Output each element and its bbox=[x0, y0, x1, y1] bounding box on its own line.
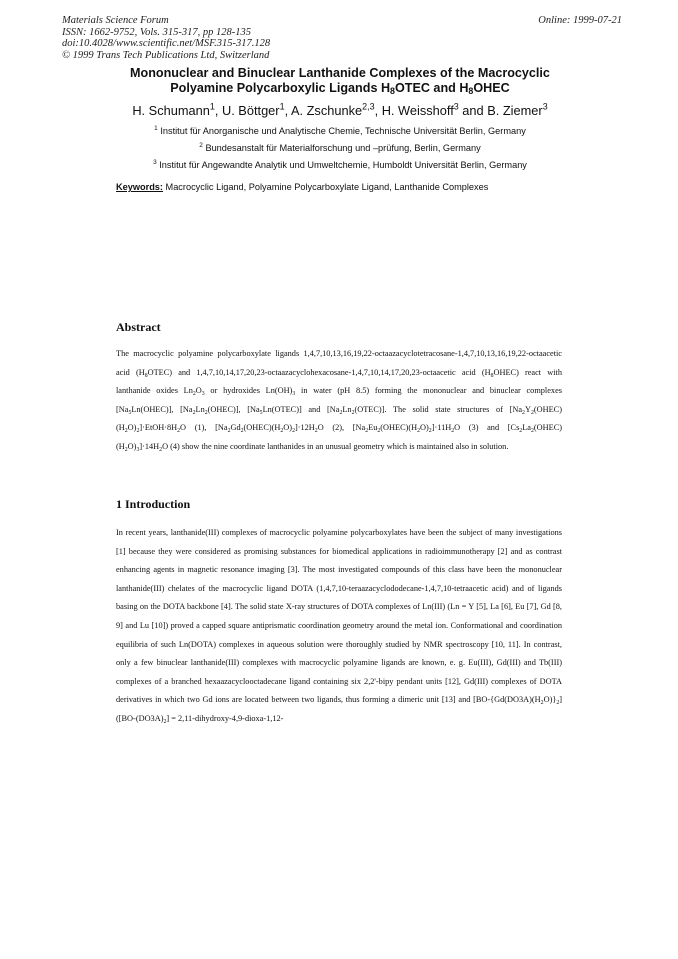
keywords-label: Keywords: bbox=[116, 182, 163, 192]
author: U. Böttger$^1$, bbox=[221, 101, 291, 118]
paper-title bbox=[60, 66, 620, 96]
title-line-2: Polyamine Polycarboxylic Ligands $H_8OTEC$ and $H_8OHEC$ bbox=[170, 81, 510, 96]
author: H. Schumann$^1$, bbox=[132, 101, 222, 118]
affiliation-3: $^3$ Institut für Angewandte Analytik und Umweltchemie, Humboldt Universität Berlin, Germany bbox=[153, 158, 527, 170]
abstract-heading: Abstract bbox=[116, 320, 161, 334]
affiliation-1: $^1$ Institut für Anorganische und Analytische Chemie, Technische Universität Berlin, Germany bbox=[154, 124, 526, 136]
journal-name: Materials Science Forum bbox=[62, 15, 169, 26]
online-date: Online: 1999-07-21 bbox=[538, 15, 622, 26]
author-list bbox=[60, 103, 620, 118]
abstract-paragraph: The macrocyclic polyamine polycarboxylate ligands 1,4,7,10,13,16,19,22-octaazacyclotetracosane-1,4,7,10,13,16,19,22-octaacetic acid $(H_8OTEC)$ and 1,4,7,10,14,17,20,23-octaazacyclohexacosane-1,4,7,10,14,17,20,23-octaacetic acid $(H_8OHEC)$ react with lanthanide oxides $Ln_2O_3$ or hydroxides $Ln(OH)_3$ in water (pH 8.5) forming the mononuclear and binuclear complexes $[Na_5Ln(OHEC)]$, $[Na_2Ln_2(OHEC)]$, $[Na_5Ln(OTEC)]$ and $[Na_2Ln_2(OTEC)]$. The solid state structures of $[Na_2Y_2(OHEC)(H_2O)_2]\cdot EtOH\cdot 8H_2O$ (1), $[Na_2Gd_2(OHEC)(H_2O)_2]\cdot 12H_2O$ (2), $[Na_2Eu_2(OHEC)(H_2O)_2]\cdot 11H_2O$ (3) and $[Cs_2La_2(OHEC)(H_2O)_3]\cdot 14H_2O$ (4) show the nine coordinate lanthanides in an unusual geometry which is maintained also in solution. bbox=[116, 349, 562, 453]
doi-line: doi:10.4028/www.scientific.net/MSF.315-317.128 bbox=[62, 38, 271, 49]
keywords bbox=[116, 182, 596, 192]
copyright-line: © 1999 Trans Tech Publications Ltd, Switzerland bbox=[62, 49, 270, 61]
author: A. Zschunke$^{2,3}$, bbox=[290, 101, 382, 118]
journal-header bbox=[62, 15, 622, 61]
author: B. Ziemer$^3$ bbox=[487, 101, 548, 118]
issn-line: ISSN: 1662-9752, Vols. 315-317, pp 128-135 bbox=[62, 26, 251, 38]
introduction-paragraph: In recent years, lanthanide(III) complexes of macrocyclic polyamine polycarboxylates have been the subject of many investigations [1] because they were considered as promising substances for biomedical applications in radioimmunotherapy [2] and as contrast enhancing agents in magnetic resonance imaging [3]. The most investigated compounds of this class have been the mononuclear lanthanide(III) chelates of the macrocyclic ligand DOTA (1,4,7,10-teraazacyclododecane-1,4,7,10-tetraacetic acid) and of ligands basing on the DOTA backbone [4]. The solid state X-ray structures of DOTA complexes of Ln(III) (Ln = Y [5], La [6], Eu [7], Gd [8, 9] and Lu [10]) proved a capped square antiprismatic coordination geometry around the metal ion. Conformational and coordination equilibria of such Ln(DOTA) complexes in aqueous solution were thoroughly studied by NMR spectroscopy [10, 11]. In contrast, only a few binuclear lanthanide(III) complexes with macrocyclic polyamine ligands are known, e. g. Eu(III), Gd(III) and Tb(III) complexes of a branched hexaazacyclooctadecane ligand containing six 2,2'-bipy pendant units [12], Gd(III) complexes of DOTA derivatives in which two Gd ions are located between two ligands, thus forming a dimeric unit [13] and $[BO-\{Gd(DO3A)(H_2O)\}_2] ([BO-(DO3A)_2]$ = 2,11-dihydroxy-4,9-dioxa-1,12- bbox=[116, 528, 562, 725]
title-line-1: Mononuclear and Binuclear Lanthanide Complexes of the Macrocyclic bbox=[130, 66, 550, 80]
introduction-text bbox=[116, 524, 562, 729]
keywords-text: Macrocyclic Ligand, Polyamine Polycarboxylate Ligand, Lanthanide Complexes bbox=[165, 182, 489, 192]
abstract-text bbox=[116, 345, 562, 457]
affiliation-2: $^2$ Bundesanstalt für Materialforschung und –prüfung, Berlin, Germany bbox=[199, 141, 481, 153]
author: H. Weisshoff$^3$ and bbox=[381, 101, 488, 118]
introduction-heading: 1 Introduction bbox=[116, 497, 191, 511]
